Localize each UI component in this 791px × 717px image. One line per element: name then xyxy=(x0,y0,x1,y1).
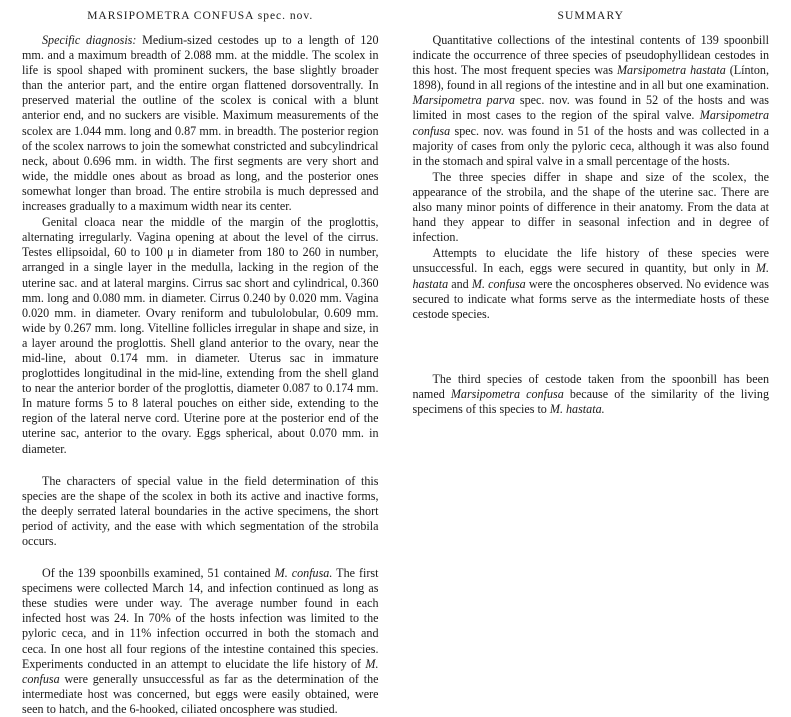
paragraph-spoonbills-examined: Of the 139 spoonbills examined, 51 contained M. confusa. The first specimens were collected March 14, and infection continued as long as these studies were under way. The average number found in each infected host was 24. In 70% of the hosts infection was limited to the pyloric ceca, and in 11% infection occurred in both the stomach and ceca. In one host all four regions of the intestine contained this species. Experiments conducted in an attempt to elucidate the life history of M. confusa were generally unsuccessful as far as the determination of the intermediate host was concerned, but eggs were easily obtained, were seen to hatch, and the 6-hooked, ciliated oncosphere was studied. xyxy=(22,566,379,716)
species-name-confusa-5: Marsipometra confusa xyxy=(450,386,564,401)
paragraph-genital-cloaca: Genital cloaca near the middle of the margin of the proglottis, alternating irregularly. Vagina opening at about the level of the cirrus. Testes ellipsoidal, 60 to 100 μ in diameter from 180 to 260 in number, arranged in a single layer in the medulla, lacking in the region of the uterine sac. and at lateral margins. Cirrus sac short and cylindrical, 0.360 mm. long and 0.080 mm. in diameter. Cirrus 0.240 by 0.020 mm. Vagina 0.020 mm. in diameter. Ovary reniform and tubulolobular, 0.609 mm. wide by 0.267 mm. long. Vitelline follicles irregular in shape and size, in a layer around the proglottis. Shell gland anterior to the ovary, near the mid-line, about 0.174 mm. in diameter. Uterus sac in immature proglottides longitudinal in the mid-line, extending from the shell gland to near the anterior border of the proglottis, diameter 0.087 to 0.174 mm. In mature forms 5 to 8 lateral pouches on either side, extending to the region of the lateral nerve cord. Uterine pore at the posterior end of the uterine sac, anterior to the ovary. Eggs spherical, about 0.070 mm. in diameter. xyxy=(22,215,379,456)
species-name-confusa-1: M. confusa. xyxy=(274,566,333,581)
species-name-confusa-4: M. confusa xyxy=(471,276,526,291)
species-name-hastata-1: Marsipometra hastata xyxy=(616,63,726,78)
left-column-heading: MARSIPOMETRA CONFUSA spec. nov. xyxy=(87,10,314,22)
species-name-hastata-3: M. hastata. xyxy=(549,401,605,416)
term-specific-diagnosis: Specific diagnosis: xyxy=(42,33,137,47)
paragraph-three-species-differ: The three species differ in shape and size of the scolex, the appearance of the strobila, and the shape of the uterine sac. There are also many minor points of difference in their anatomy. From the data at hand they appear to differ in seasonal infection and in degree of infection. xyxy=(412,169,769,245)
right-column-heading xyxy=(413,10,770,22)
paragraph-attempts-life-history: Attempts to elucidate the life history of these species were unsuccessful. In each, eggs were secured in quantity, but only in M. hastata and M. confusa were the oncospheres observed. No evidence was secured to indicate what forms serve as the intermediate hosts of these cestode species. xyxy=(412,246,769,321)
species-name-hastata-2: M. hastata xyxy=(412,261,769,291)
paragraph-specific-diagnosis: Specific diagnosis: Medium-sized cestodes up to a length of 120 mm. and a maximum breadth of 2.088 mm. at the middle. The scolex in life is spool shaped with prominent suckers, the base slightly broader than the anterior part, and the entire organ flattened dorsoventrally. In preserved material the outline of the scolex is conical with a blunt anterior end, and no suckers are visible. Maximum measurements of the scolex are 1.044 mm. long and 0.87 mm. in breadth. The posterior region of the scolex narrows to join the somewhat constricted and subcylindrical neck, about 0.696 mm. in width. The first segments are very short and wide, the middle ones about as broad as long, and the posterior ones somewhat longer than broad. The entire strobila is much depressed and increases gradually to a maximum width near its center. xyxy=(22,33,379,214)
paragraph-quantitative-collections: Quantitative collections of the intestinal contents of 139 spoonbill indicate the occurrence of three species of pseudophyllidean cestodes in this host. The most frequent species was Marsipometra hastata (Línton, 1898), found in all regions of the intestine and in all but one examination. Marsipometra parva spec. nov. was found in 52 of the hosts and was limited in most cases to the region of the spiral valve. Marsipometra confusa spec. nov. was found in 51 of the hosts and was collected in a majority of cases from only the pyloric ceca, although it was also found in the stomach and spiral valve in a small percentage of the hosts. xyxy=(412,33,770,168)
paragraph-characters-of-value: The characters of special value in the field determination of this species are the shape of the scolex in both its active and inactive forms, the deeply serrated lateral boundaries in the active specimens, the short period of activity, and the ease with which segmentation of the strobila occurs. xyxy=(22,473,379,548)
species-name-confusa-3: Marsipometra confusa xyxy=(412,108,769,138)
species-name-parva: Marsipometra parva xyxy=(412,93,515,108)
two-column-body xyxy=(22,10,769,717)
right-column xyxy=(413,10,770,417)
paragraph-third-species: The third species of cestode taken from the spoonbill has been named Marsipometra confusa because of the similarity of the living specimens of this species to M. hastata. xyxy=(412,371,769,416)
summary-heading-text: SUMMARY xyxy=(557,10,624,22)
species-name-confusa-2: M. confusa xyxy=(22,656,379,686)
left-column xyxy=(22,10,379,717)
